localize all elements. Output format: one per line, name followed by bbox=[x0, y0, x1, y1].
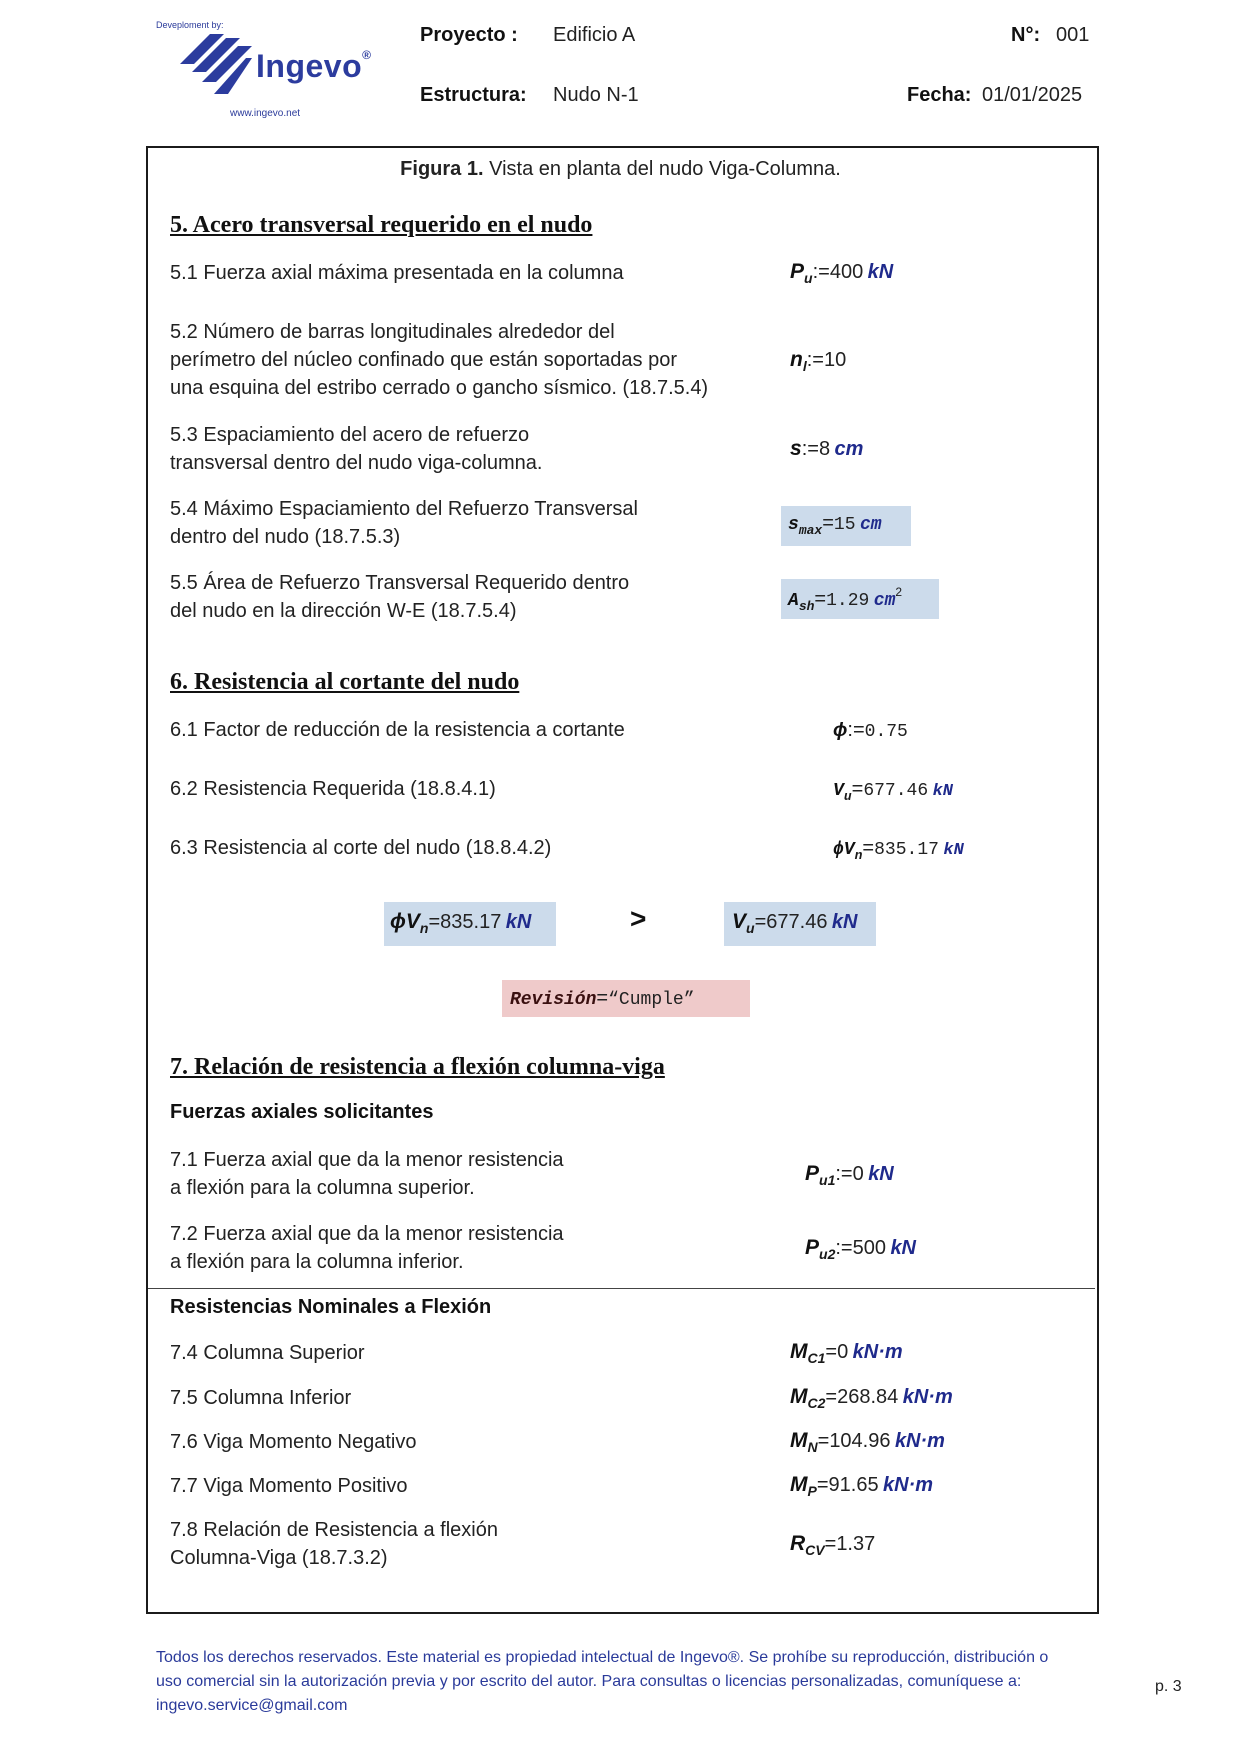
item-7-4-label: 7.4 Columna Superior bbox=[170, 1342, 365, 1364]
item-6-3-label: 6.3 Resistencia al corte del nudo (18.8.4.2) bbox=[170, 837, 552, 859]
item-5-3-label: 5.3 Espaciamiento del acero de refuerzo transversal dentro del nudo viga-columna. bbox=[170, 424, 543, 474]
ingevo-logo-icon bbox=[180, 34, 252, 94]
item-5-4-result-box: $s_{max}=15$ cm bbox=[781, 506, 911, 546]
item-7-5-label: 7.5 Columna Inferior bbox=[170, 1387, 352, 1409]
item-5-4-label: 5.4 Máximo Espaciamiento del Refuerzo Transversal dentro del nudo (18.7.5.3) bbox=[170, 498, 638, 548]
structure-label: Estructura: bbox=[420, 84, 527, 106]
comparison-left-box: ϕVn=835.17 kN bbox=[384, 902, 556, 946]
number-label: N°: bbox=[1011, 24, 1041, 46]
date-value: 01/01/2025 bbox=[982, 84, 1083, 106]
item-7-6-formula: MN=104.96 kN·m bbox=[790, 1429, 945, 1455]
project-label: Proyecto : bbox=[420, 24, 518, 46]
number-value: 001 bbox=[1056, 24, 1090, 46]
item-7-7-label: 7.7 Viga Momento Positivo bbox=[170, 1475, 408, 1497]
item-5-2-label: 5.2 Número de barras longitudinales alrededor del perímetro del núcleo confinado que están soportadas por una esquina del estribo cerrado o gancho sísmico. (18.7.5.4) bbox=[170, 321, 709, 399]
item-7-1-label: 7.1 Fuerza axial que da la menor resistencia a flexión para la columna superior. bbox=[170, 1149, 564, 1199]
item-7-4-formula: MC1=0 kN·m bbox=[790, 1340, 903, 1366]
logo-caption: Deveploment by: bbox=[156, 20, 224, 30]
item-5-5-label: 5.5 Área de Refuerzo Transversal Requerido dentro del nudo en la dirección W-E (18.7.5.4) bbox=[170, 572, 630, 622]
item-7-5-formula: MC2=268.84 kN·m bbox=[790, 1385, 953, 1411]
item-7-7-formula: MP=91.65 kN·m bbox=[790, 1473, 934, 1499]
contact-email[interactable]: ingevo.service@gmail.com bbox=[156, 1697, 348, 1714]
item-7-1-formula: Pu1:=0 kN bbox=[805, 1162, 894, 1188]
item-5-1-label: 5.1 Fuerza axial máxima presentada en la columna bbox=[170, 262, 624, 284]
axial-forces-heading: Fuerzas axiales solicitantes bbox=[170, 1101, 434, 1123]
item-7-6-label: 7.6 Viga Momento Negativo bbox=[170, 1431, 417, 1453]
item-7-8-formula: RCV=1.37 bbox=[790, 1532, 876, 1558]
project-value: Edificio A bbox=[553, 24, 636, 46]
item-6-2-formula: $V_u=677.46$ kN bbox=[833, 778, 953, 804]
figure-caption: Figura 1. Vista en planta del nudo Viga-Columna. bbox=[400, 158, 841, 180]
date-label: Fecha: bbox=[907, 84, 972, 106]
section-5-title: 5. Acero transversal requerido en el nudo bbox=[170, 212, 593, 238]
section-7-title: 7. Relación de resistencia a flexión columna-viga bbox=[170, 1054, 665, 1080]
item-7-8-label: 7.8 Relación de Resistencia a flexión Columna-Viga (18.7.3.2) bbox=[170, 1519, 498, 1569]
copyright-footer: Todos los derechos reservados. Este material es propiedad intelectual de Ingevo®. Se prohíbe su reproducción, distribución o uso comercial sin la autorización previa y por escrito del autor. Para consultas o licencias personalizadas, comuníquese a: ingevo.service@gmail.com bbox=[156, 1646, 1086, 1718]
comparison-symbol: > bbox=[630, 903, 647, 934]
item-5-2-formula: nl:=10 bbox=[790, 348, 847, 374]
comparison-right-box: Vu=677.46 kN bbox=[724, 902, 876, 946]
brand-name: Ingevo® bbox=[256, 48, 372, 84]
page-number: p. 3 bbox=[1155, 1678, 1182, 1695]
section-6-title: 6. Resistencia al cortante del nudo bbox=[170, 669, 520, 695]
item-6-3-formula: $\phi V_n=835.17$ kN bbox=[833, 837, 964, 863]
item-6-2-label: 6.2 Resistencia Requerida (18.8.4.1) bbox=[170, 778, 496, 800]
website-link[interactable]: www.ingevo.net bbox=[230, 108, 301, 119]
nominal-resistance-heading: Resistencias Nominales a Flexión bbox=[170, 1296, 492, 1318]
item-5-5-result-box: $A_{sh}=1.29$ $cm^2$ bbox=[781, 579, 939, 619]
item-5-3-formula: s:=8 cm bbox=[790, 437, 864, 460]
section-divider bbox=[148, 1288, 1095, 1289]
review-result-box: Revisión=“Cumple” bbox=[502, 980, 750, 1017]
structure-value: Nudo N-1 bbox=[553, 84, 639, 106]
item-5-1-formula: Pu:=400 kN bbox=[790, 260, 894, 286]
item-7-2-formula: Pu2:=500 kN bbox=[805, 1236, 917, 1262]
item-6-1-label: 6.1 Factor de reducción de la resistencia a cortante bbox=[170, 719, 625, 741]
item-6-1-formula: ϕ:=0.75 bbox=[833, 719, 908, 742]
item-7-2-label: 7.2 Fuerza axial que da la menor resistencia a flexión para la columna inferior. bbox=[170, 1223, 564, 1273]
